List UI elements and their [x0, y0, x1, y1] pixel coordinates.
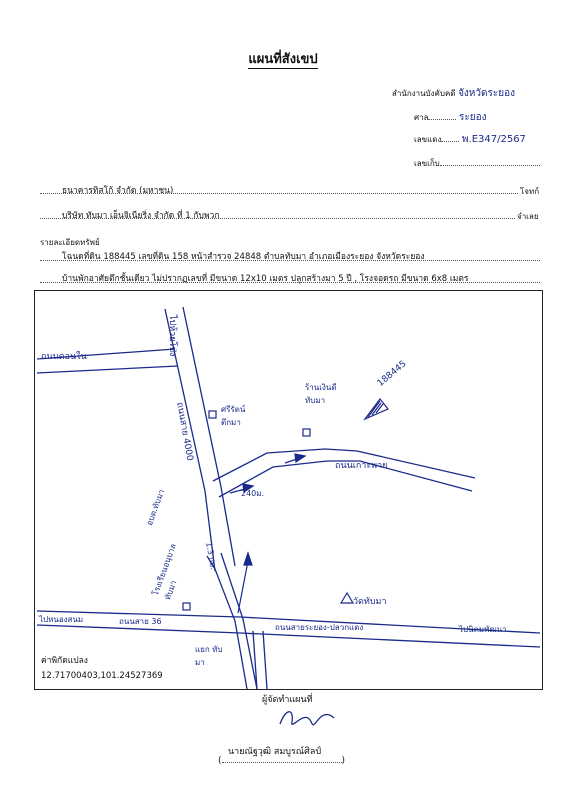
label-road-top: ไปห้วยโป่ง [167, 315, 177, 357]
label-river: ถนนเกาะพาย [335, 461, 388, 471]
court-field [414, 110, 487, 125]
black-case-field [414, 132, 526, 147]
court-label: ศาล [414, 113, 429, 122]
property-underline-2 [40, 282, 540, 283]
property-underline-1 [40, 260, 540, 261]
label-road-bottom-mid: ถนนสาย 36 [119, 617, 162, 626]
label-temple: วัดทับมา [353, 597, 387, 607]
label-road-vertical: ถนนสาย 4000 [174, 401, 195, 462]
label-road-left: ถนนดอนใน [41, 352, 87, 362]
label-distance-1-3: 1.3 กม. [204, 541, 218, 571]
plaintiff-line [40, 193, 518, 194]
signer-bracket: ( ) [218, 756, 346, 766]
plaintiff-name: ธนาคารทิสโก้ จำกัด (มหาชน) [62, 186, 174, 196]
red-case-field [414, 157, 540, 170]
office-label: สำนักงานบังคับคดี [392, 89, 456, 98]
label-road-bottom-right: ถนนสายระยอง-ปลวกแดง [275, 623, 364, 632]
label-shop2: ร้านเงินดี ทับมา [305, 383, 337, 405]
signer-name: นายณัฐวุฒิ สมบูรณ์ศิลป์ [228, 747, 322, 757]
black-case-label: เลขแดง [414, 135, 442, 144]
maker-label: ผู้จัดทำแผนที่ [262, 695, 313, 705]
black-case-value: พ.E347/2567 [461, 134, 526, 145]
office-value: จังหวัดระยอง [458, 88, 515, 99]
red-case-label: เลขเก็บ [414, 159, 440, 168]
label-shop1: ศรีรัตน์ ตึกมา [221, 405, 246, 427]
sketch-map [34, 290, 543, 690]
property-section-label: รายละเอียดทรัพย์ [40, 238, 100, 247]
defendant-name: บริษัท ทับมา เอ็นจิเนียริ่ง จำกัด ที่ 1 กับพวก [62, 211, 220, 221]
defendant-line [40, 218, 515, 219]
defendant-role: จำเลย [517, 212, 539, 221]
property-line-2: บ้านพักอาศัยตึกชั้นเดียว ไม่ปรากฏเลขที่ มีขนาด 12x10 เมตร ปลูกสร้างมา 5 ปี , โรงจอดรถ มีขนาด 6x8 เมตร [62, 274, 469, 284]
coord-value: 12.71700403,101.24527369 [41, 671, 163, 681]
court-value: ระยอง [459, 112, 487, 123]
property-line-1: โฉนดที่ดิน 188445 เลขที่ดิน 158 หน้าสำรวจ 24848 ตำบลทับมา อำเภอเมืองระยอง จังหวัดระยอง [62, 252, 425, 262]
coord-label: ค่าพิกัดแปลง [41, 656, 88, 666]
label-plot-number: 188445 [375, 359, 409, 389]
label-distance-240: 240ม. [241, 489, 265, 498]
label-temple-area: อบต.ทับมา [144, 488, 167, 527]
plaintiff-role: โจทก์ [520, 187, 540, 196]
label-to-right: ไปนิคมพัฒนา [459, 625, 507, 634]
label-junction: แยก ทับมา [195, 645, 223, 667]
office-field [392, 86, 515, 101]
signature-mark [274, 704, 344, 734]
label-road-bottom-left: ไปหนองสนม [39, 615, 84, 624]
label-school: โรงเรียนอนุบาลทับมา [150, 542, 179, 602]
document-title: แผนที่สังเขป [248, 52, 318, 67]
